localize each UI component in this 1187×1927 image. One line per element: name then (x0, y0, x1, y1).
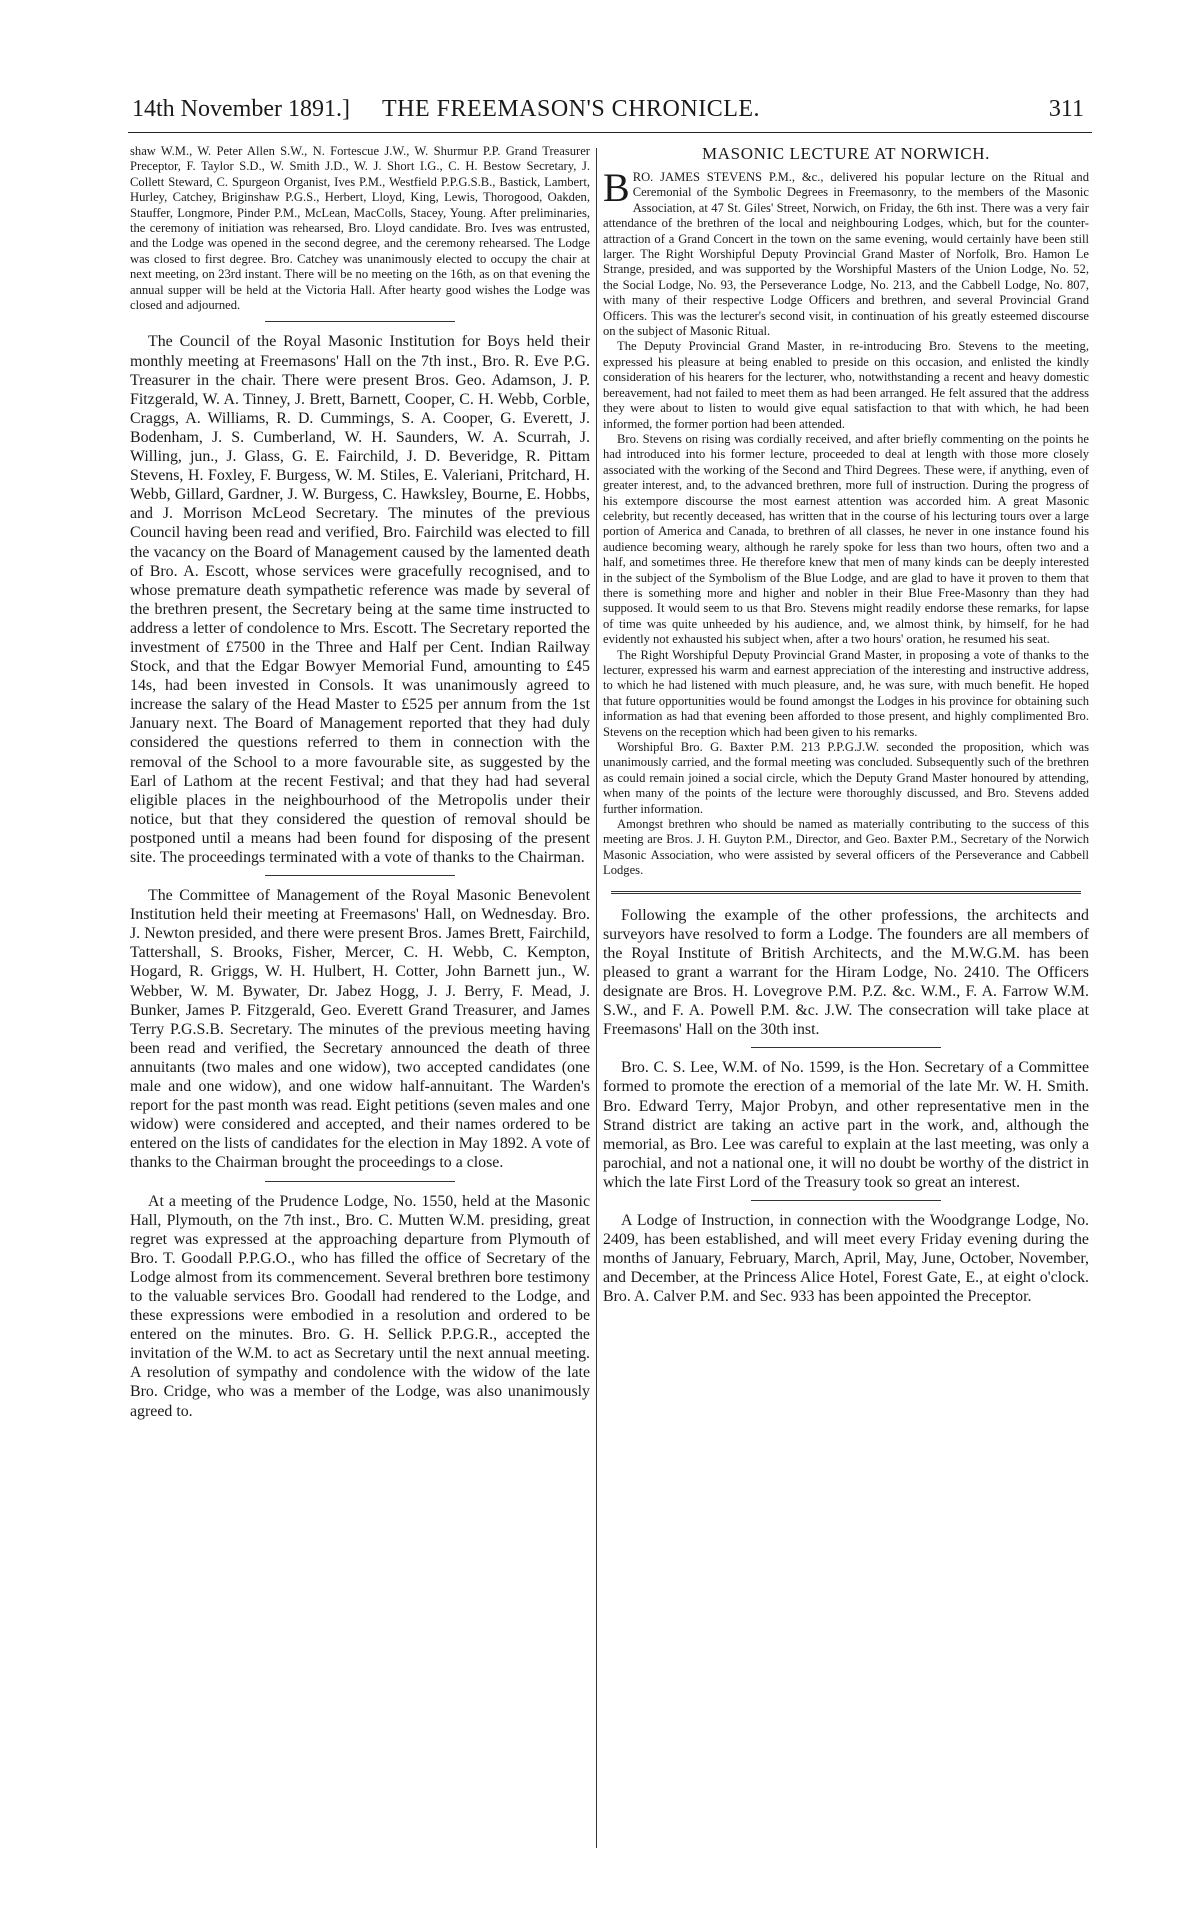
page-number: 311 (1048, 96, 1084, 122)
lodge-report-continuation: shaw W.M., W. Peter Allen S.W., N. Fortescue J.W., W. Shurmur P.P. Grand Treasurer Preceptor, F. Taylor S.D., W. Smith J.D., W. J. Short I.G., C. H. Bestow Secretary, J. Collett Steward, C. Spurgeon Organist, Ives P.M., Westfield P.P.G.S.B., Bastick, Lambert, Hurley, Catchey, Briginshaw P.G.S., Herbert, Lloyd, King, Lewis, Thorogood, Oakden, Stauffer, Longmore, Pinder P.M., McLean, MacColls, Stacey, Young. After preliminaries, the ceremony of initiation was rehearsed, Bro. Lloyd candidate. Bro. Ives was entrusted, and the Lodge was opened in the second degree, and the ceremony rehearsed. The Lodge was closed to first degree. Bro. Catchey was unanimously elected to occupy the chair at next meeting, on 23rd instant. There will be no meeting on the 16th, as on that evening the annual supper will be held at the Victoria Hall. After hearty good wishes the Lodge was closed and adjourned. (130, 144, 590, 313)
lecture-paragraph: Bro. Stevens on rising was cordially received, and after briefly commenting on the points he had introduced into his former lecture, proceeded to deal at length with those more closely associated with the working of the Second and Third Degrees. These were, if anything, even of greater interest, and, to the advanced brethren, more full of instruction. During the progress of his extempore discourse the most earnest attention was accorded him. A great Masonic celebrity, but recently deceased, has written that in the course of his lecturing tours over a large portion of America and Canada, to brethren of all classes, he never in one instance found his audience becoming weary, although he rarely spoke for less than two hours, often two and a half, and sometimes three. He therefore knew that men of many kinds can be deeply interested in the subject of the Symbolism of the Blue Lodge, and are glad to have it proven to them that there is something more and higher and nobler in their Blue Free-Masonry than they had supposed. It would seem to us that Bro. Stevens might readily endorse these remarks, for lapse of time was quite unheeded by his audience, and, we almost think, by himself, for he had evidently not exhausted his subject when, after a two hours' oration, he resumed his seat. (603, 431, 1089, 647)
lecture-heading: MASONIC LECTURE AT NORWICH. (702, 144, 990, 163)
hiram-lodge-article: Following the example of the other professions, the architects and surveyors have resolved to form a Lodge. The founders are all members of the Royal Institute of British Architects, and the M.W.G.M. has been pleased to grant a warrant for the Hiram Lodge, No. 2410. The Officers designate are Bros. H. Lovegrove P.M. P.Z. &c. W.M., F. A. Farrow W.M. S.W., and F. A. Powell P.M. &c. J.W. The consecration will take place at Freemasons' Hall on the 30th inst. (603, 906, 1089, 1039)
section-rule (265, 321, 455, 322)
lecture-paragraph: Worshipful Bro. G. Baxter P.M. 213 P.P.G.J.W. seconded the proposition, which was unanimously carried, and the formal meeting was concluded. Subsequently such of the brethren as could remain joined a social circle, which the Deputy Grand Master honoured by attending, when many of the points of the lecture were thoroughly discussed, and Bro. Stevens added further information. (603, 740, 1089, 816)
section-rule (751, 1200, 941, 1201)
column-divider (596, 148, 597, 1848)
section-rule (265, 1181, 455, 1182)
benevolent-committee-article: The Committee of Management of the Royal Masonic Benevolent Institution held their meeting at Freemasons' Hall, on Wednesday. Bro. J. Newton presided, and there were present Bros. James Brett, Fairchild, Tattershall, S. Brooks, Fisher, Mercer, C. H. Webb, C. Kempton, Hogard, R. Griggs, W. H. Hulbert, H. Cotter, John Barnett jun., W. Webber, W. M. Bywater, Dr. Jabez Hogg, J. J. Berry, F. Mead, J. Bunker, James P. Fitzgerald, Geo. Everett Grand Treasurer, and James Terry P.G.S.B. Secretary. The minutes of the previous meeting having been read and verified, the Secretary announced the death of three annuitants (two males and one widow), two accepted candidates (one male and one widow), and one widow half-annuitant. The Warden's report for the past month was read. Eight petitions (seven males and one widow) were considered and accepted, and their names ordered to be entered on the lists of candidates for the election in May 1892. A vote of thanks to the Chairman brought the proceedings to a close. (130, 887, 590, 1172)
double-rule (611, 891, 1081, 894)
boys-council-article: The Council of the Royal Masonic Institution for Boys held their monthly meeting at Freemasons' Hall on the 7th inst., Bro. R. Eve P.G. Treasurer in the chair. There were present Bros. Geo. Adamson, J. P. Fitzgerald, W. A. Tinney, J. Brett, Barnett, Cooper, C. H. Webb, Corble, Craggs, A. Williams, R. D. Cummings, S. A. Cooper, G. Everett, J. Bodenham, J. S. Cumberland, W. H. Saunders, W. A. Scurrah, J. Willing, jun., J. Glass, G. E. Fairchild, J. D. Beveridge, R. Pittam Stevens, H. Foxley, F. Burgess, W. M. Stiles, E. Valeriani, Pritchard, H. Webb, Gillard, Gardner, J. W. Burgess, C. Hawksley, Bourne, E. Hobbs, and J. Morrison McLeod Secretary. The minutes of the previous Council having been read and verified, Bro. Fairchild was elected to fill the vacancy on the Board of Management caused by the lamented death of Bro. A. Escott, whose services were gracefully recognised, and to whose premature death sympathetic reference was made by several of the brethren present, the Secretary being at the same time instructed to address a letter of condolence to Mrs. Escott. The Secretary reported the investment of £7500 in the Three and Half per Cent. Indian Railway Stock, and that the Edgar Bowyer Memorial Fund, amounting to £45 14s, had been invested in Consols. It was unanimously agreed to increase the salary of the Head Master to £525 per annum from the 1st January next. The Board of Management reported that they had duly considered the questions referred to them in connection with the removal of the School to a more favourable site, as suggested by the Earl of Lathom at the recent Festival; and that they had had several eligible places in the neighbourhood of the Metropolis under their notice, but that they considered the question of removal should be postponed until a means had been found for disposing of the present site. The proceedings terminated with a vote of thanks to the Chairman. (130, 333, 590, 866)
lecture-paragraph: BRO. JAMES STEVENS P.M., &c., delivered his popular lecture on the Ritual and Ceremonial of the Symbolic Degrees in Freemasonry, to the members of the Masonic Association, at 47 St. Giles' Street, Norwich, on Friday, the 6th inst. There was a very fair attendance of the brethren of the local and neighbouring Lodges, which, but for the counter-attraction of a Grand Concert in the town on the same evening, would certainly have been still larger. The Right Worshipful Deputy Provincial Grand Master of Norfolk, Bro. Hamon Le Strange, presided, and was supported by the Worshipful Masters of the Union Lodge, No. 52, the Social Lodge, No. 93, the Perseverance Lodge, No. 213, and the Cabbell Lodge, No. 807, with many of their respective Lodge Officers and brethren, and several Provincial Grand Officers. This was the lecturer's second visit, in continuation of his greatly esteemed discourse on the subject of Masonic Ritual. (603, 165, 1089, 339)
smith-memorial-article: Bro. C. S. Lee, W.M. of No. 1599, is the Hon. Secretary of a Committee formed to promote the erection of a memorial of the late Mr. W. H. Smith. Bro. Edward Terry, Major Probyn, and other representative men in the Strand district are taking an active part in the work, and, although the memorial, as Bro. Lee was careful to explain at the last meeting, was only a parochial, and not a national one, it will no doubt be worthy of the district in which the late First Lord of the Treasury took so great an interest. (603, 1059, 1089, 1191)
lecture-paragraph: Amongst brethren who should be named as materially contributing to the success of this meeting are Bros. J. H. Guyton P.M., Director, and Geo. Baxter P.M., Secretary of the Norwich Masonic Association, who were assisted by several officers of the Perseverance and Cabbell Lodges. (603, 817, 1089, 878)
lecture-paragraph: The Deputy Provincial Grand Master, in re-introducing Bro. Stevens to the meeting, expressed his pleasure at being enabled to preside on this occasion, and enlisted the kindly consideration of his hearers for the lecturer, who, notwithstanding a recent and heavy domestic bereavement, had not failed to meet them as had been arranged. He felt assured that the address they were about to listen to would give equal satisfaction to that with which, he had been informed, the former portion had been attended. (603, 339, 1089, 431)
issue-date: 14th November 1891.] (132, 96, 350, 122)
publication-title: THE FREEMASON'S CHRONICLE. (382, 96, 761, 122)
section-rule (751, 1047, 941, 1048)
right-column (603, 144, 1089, 1306)
page-header (132, 96, 1092, 130)
lecture-paragraph: The Right Worshipful Deputy Provincial Grand Master, in proposing a vote of thanks to the lecturer, expressed his warm and earnest appreciation of the interesting and instructive address, to which he had listened with much pleasure, and, he was sure, with much benefit. He hoped that future opportunities would be found amongst the Lodges in his province for obtaining such information as had that evening been afforded to those present, and highly complimented Bro. Stevens on the reception which had been given to his remarks. (603, 647, 1089, 739)
left-column (130, 144, 590, 1421)
section-rule (265, 875, 455, 876)
prudence-lodge-article: At a meeting of the Prudence Lodge, No. 1550, held at the Masonic Hall, Plymouth, on the 7th inst., Bro. C. Mutten W.M. presiding, great regret was expressed at the approaching departure from Plymouth of Bro. T. Goodall P.P.G.O., who has filled the office of Secretary of the Lodge almost from its commencement. Several brethren bore testimony to the valuable services Bro. Goodall had rendered to the Lodge, and these expressions were embodied in a resolution and ordered to be entered on the minutes. Bro. G. H. Sellick P.P.G.R., accepted the invitation of the W.M. to act as Secretary until the next annual meeting. A resolution of sympathy and condolence with the widow of the late Bro. Cridge, who was a member of the Lodge, was also unanimously agreed to. (130, 1192, 590, 1420)
woodgrange-lodge-article: A Lodge of Instruction, in connection with the Woodgrange Lodge, No. 2409, has been established, and will meet every Friday evening during the months of January, February, March, April, May, June, October, November, and December, at the Princess Alice Hotel, Forest Gate, E., at eight o'clock. Bro. A. Calver P.M. and Sec. 933 has been appointed the Preceptor. (603, 1212, 1089, 1306)
header-rule (128, 132, 1092, 133)
